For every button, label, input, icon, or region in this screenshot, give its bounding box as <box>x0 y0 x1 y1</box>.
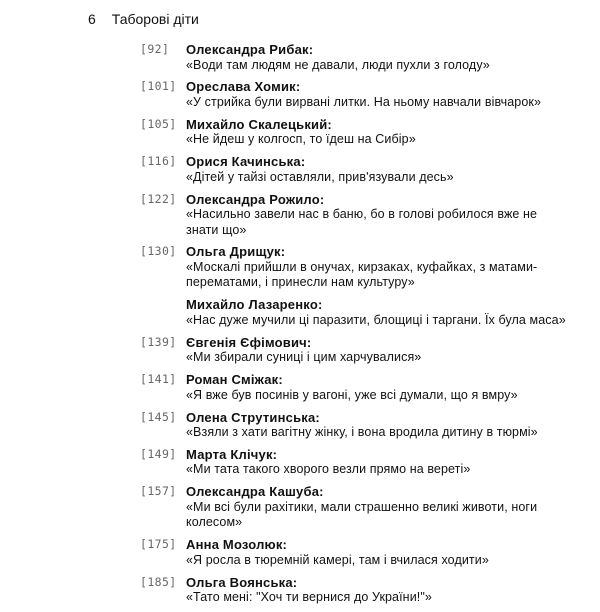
page-ref: [105] <box>140 116 177 131</box>
page-ref: [101] <box>140 79 177 94</box>
page-ref: [139] <box>140 334 177 349</box>
list-item <box>140 372 570 403</box>
quote-text: «Нас дуже мучили ці паразити, блощиці і таргани. Їх була маса» <box>186 312 566 327</box>
page-ref: [130] <box>140 244 177 259</box>
person-name: Марта Клічук: <box>186 446 278 462</box>
page-ref: [175] <box>140 537 177 552</box>
quote-text: «Ми збирали суниці і цим харчувалися» <box>186 350 422 365</box>
contents-list <box>140 42 570 612</box>
person-name: Ольга Дрищук: <box>186 244 286 260</box>
quote-text: «Я росла в тюремній камері, там і вчилася ходити» <box>186 552 489 567</box>
list-item <box>140 484 570 531</box>
person-name: Олександра Рожило: <box>186 191 325 207</box>
page-ref: [157] <box>140 484 177 499</box>
page-number: 6 <box>88 11 96 27</box>
list-item <box>140 192 570 239</box>
person-name: Михайло Лазаренко: <box>186 297 323 313</box>
list-item <box>140 42 570 73</box>
quote-text: «У стрийка були вирвані литки. На ньому навчали вівчарок» <box>186 94 542 109</box>
quote-text: «Не йдеш у колгосп, то їдеш на Сибір» <box>186 132 416 147</box>
quote-text: «Я вже був посинів у вагоні, уже всі думали, що я вмру» <box>186 387 518 402</box>
quote-text: «Насильно завели нас в баню, бо в голові робилося вже не знати що» <box>186 207 538 237</box>
list-item <box>140 537 570 568</box>
person-name: Олена Струтинська: <box>186 409 320 425</box>
person-name: Михайло Скалецький: <box>186 116 332 132</box>
quote-text: «Дітей у тайзі оставляли, прив'язували десь» <box>186 169 454 184</box>
page-ref: [185] <box>140 574 177 589</box>
list-item <box>140 79 570 110</box>
person-name: Анна Мозолюк: <box>186 537 288 553</box>
page-ref: [122] <box>140 191 177 206</box>
list-item <box>140 447 570 478</box>
quote-text: «Тато мені: "Хоч ти вернися до України!"» <box>186 590 432 605</box>
list-item <box>140 117 570 148</box>
page-ref: [149] <box>140 446 177 461</box>
person-name: Орися Качинська: <box>186 154 306 170</box>
page-ref: [92] <box>140 42 170 56</box>
person-name: Ольга Воянська: <box>186 574 298 590</box>
quote-text: «Ми всі були рахітики, мали страшенно великі животи, ноги колесом» <box>186 499 538 530</box>
list-item <box>140 335 570 366</box>
page-ref: [116] <box>140 154 177 169</box>
list-item <box>140 410 570 441</box>
quote-text: «Води там людям не давали, люди пухли з голоду» <box>186 57 490 72</box>
person-name: Олександра Рибак: <box>186 42 314 57</box>
person-name: Євгенія Єфімович: <box>186 334 312 350</box>
running-title: Таборові діти <box>111 11 199 27</box>
quote-text: «Взяли з хати вагітну жінку, і вона вродила дитину в тюрмі» <box>186 425 538 440</box>
person-name: Олександра Кашуба: <box>186 484 324 500</box>
list-item <box>140 244 570 291</box>
list-item <box>140 154 570 185</box>
page-ref: [145] <box>140 409 177 424</box>
quote-text: «Ми тата такого хворого везли прямо на вереті» <box>186 462 471 477</box>
list-item <box>140 575 570 606</box>
person-name: Орeслава Хомик: <box>186 79 301 95</box>
page-header <box>88 10 199 28</box>
quote-text: «Москалі прийшли в онучах, кирзаках, куфайках, з матами-перематами, і принесли нам культуру» <box>186 259 538 290</box>
list-item <box>140 297 570 328</box>
person-name: Роман Сміжак: <box>186 372 283 388</box>
page-ref: [141] <box>140 372 177 387</box>
